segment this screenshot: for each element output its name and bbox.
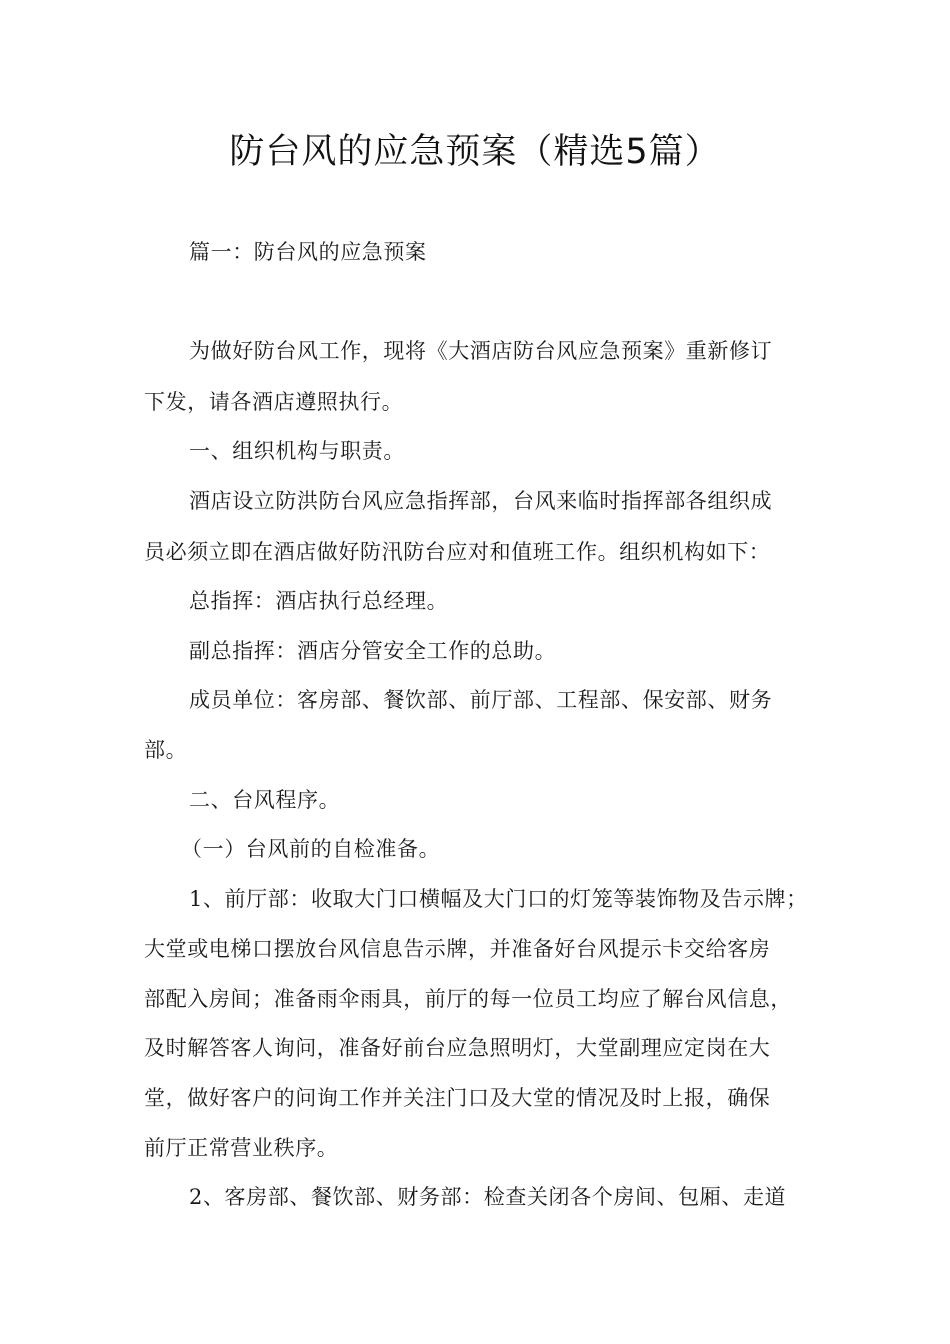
paragraph-line: 二、台风程序。	[189, 788, 341, 812]
paragraph-line: 下发，请各酒店遵照执行。	[144, 390, 404, 414]
document-title: 防台风的应急预案（精选5篇）	[229, 132, 721, 172]
paragraph-line: 员必须立即在酒店做好防汛防台应对和值班工作。组织机构如下：	[144, 540, 771, 564]
paragraph-line: 大堂或电梯口摆放台风信息告示牌，并准备好台风提示卡交给客房	[144, 937, 771, 961]
paragraph-line: 酒店设立防洪防台风应急指挥部，台风来临时指挥部各组织成	[189, 489, 773, 513]
paragraph-line: 副总指挥：酒店分管安全工作的总助。	[189, 639, 557, 663]
paragraph-line: 一、组织机构与职责。	[189, 439, 405, 463]
paragraph-line: （一）台风前的自检准备。	[181, 837, 441, 861]
paragraph-line: 及时解答客人询问，准备好前台应急照明灯，大堂副理应定岗在大	[144, 1036, 771, 1060]
paragraph-line: 堂，做好客户的问询工作并关注门口及大堂的情况及时上报，确保	[144, 1086, 771, 1110]
section-heading: 篇一：防台风的应急预案	[189, 240, 427, 264]
paragraph-line: 1、前厅部：收取大门口横幅及大门口的灯笼等装饰物及告示牌；	[189, 887, 808, 911]
paragraph-line: 为做好防台风工作，现将《大酒店防台风应急预案》重新修订	[189, 339, 773, 363]
paragraph-line: 2、客房部、餐饮部、财务部：检查关闭各个房间、包厢、走道	[189, 1185, 787, 1209]
paragraph-line: 部。	[144, 738, 188, 762]
paragraph-line: 总指挥：酒店执行总经理。	[189, 589, 449, 613]
paragraph-line: 部配入房间；准备雨伞雨具，前厅的每一位员工均应了解台风信息，	[144, 987, 792, 1011]
paragraph-line: 前厅正常营业秩序。	[144, 1136, 339, 1160]
paragraph-line: 成员单位：客房部、餐饮部、前厅部、工程部、保安部、财务	[189, 688, 773, 712]
